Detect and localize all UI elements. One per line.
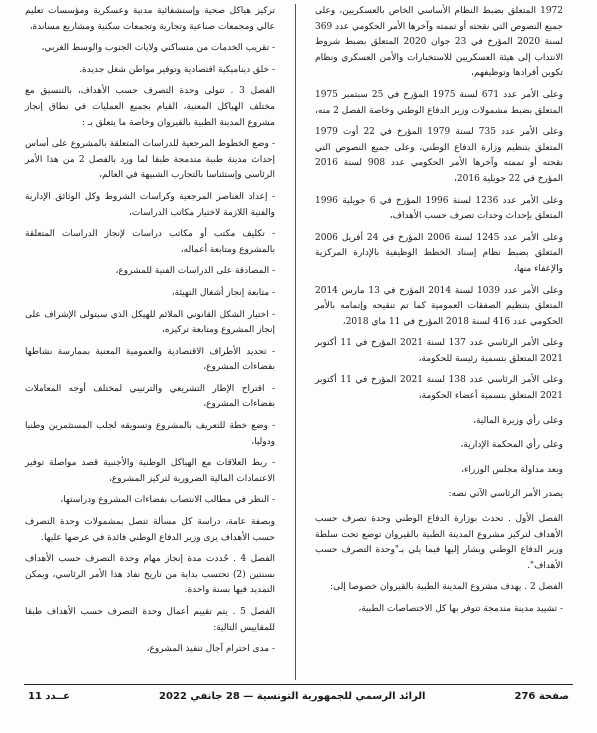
list-item: - تحديد الأطراف الاقتصادية والعمومية المعنية بممارسة نشاطها بفضاءات المشروع، xyxy=(25,346,275,373)
list-item: - النظر في مطالب الانتصاب بفضاءات المشروع ودراستها، xyxy=(60,495,275,506)
left-column xyxy=(25,4,275,664)
page-number: صفحة 276 xyxy=(514,690,569,702)
paragraph: وعلى الأمر عدد 1236 لسنة 1996 المؤرخ في 6 جويلية 1996 المتعلق بإحداث وحدات تصرف حسب الأهداف، xyxy=(315,195,563,222)
footer-divider xyxy=(24,684,573,685)
paragraph: وعلى الأمر عدد 1039 لسنة 2014 المؤرخ في 13 مارس 2014 المتعلق بتنظيم الصفقات العمومية كما تم تنقيحه وإتمامه بالأمر الحكومي عدد 416 لسنة 2018 المؤرخ في 11 ماي 2018، xyxy=(315,285,563,327)
list-item: - تقريب الخدمات من متساكني ولايات الجنوب والوسط الغربي، xyxy=(41,43,275,54)
list-item: - وضع الخطوط المرجعية للدراسات المتعلقة بالمشروع على أساس إحداث مدينة طبية مندمجة طبقا لما ورد بالفصل 2 من هذا الأمر الرئاسي وإستئناسا بالتجارب الشبيهة في العالم، xyxy=(25,139,275,181)
list-item: - مدى احترام آجال تنفيذ المشروع، xyxy=(146,644,275,655)
paragraph: وعلى الأمر عدد 671 لسنة 1975 المؤرخ في 25 سبتمبر 1975 المتعلق بضبط مشمولات وزير الدفاع الوطني وخاصة الفصل 2 منه، xyxy=(315,89,563,116)
paragraph: وبعد مداولة مجلس الوزراء، xyxy=(461,464,563,475)
list-item: - تشييد مدينة مندمجة تتوفر بها كل الاختصاصات الطبية، xyxy=(358,604,563,614)
article-5: الفصل 5 . يتم تقييم أعمال وحدة التصرف حسب الأهداف طبقا للمقاييس التالية: xyxy=(25,607,275,633)
column-divider xyxy=(295,4,296,680)
article-4: الفصل 4 . حُددت مدة إنجاز مهام وحدة التصرف حسب الأهداف بسنتين (2) تحتسب بداية من تاريخ نفاذ هذا الأمر الرئاسي، ويمكن التمديد فيها بسنة واحدة. xyxy=(25,554,275,596)
list-item: - وضع خطة للتعريف بالمشروع وتسويقه لجلب المستثمرين وطنيا ودوليا، xyxy=(25,421,275,447)
list-item: - ربط العلاقات مع الهياكل الوطنية والأجنبية قصد مواصلة توفير الاعتمادات المالية الضرورية لتركيز المشروع، xyxy=(25,458,275,484)
paragraph: يصدر الأمر الرئاسي الآتي نصه: xyxy=(448,489,563,500)
page-footer xyxy=(28,688,569,704)
list-item: - متابعة إنجاز أشغال التهيئة، xyxy=(171,287,275,298)
article-3: الفصل 3 . تتولى وحدة التصرف حسب الأهداف، بالتنسيق مع مختلف الهياكل المعنية، القيام بجميع العمليات في نطاق إنجاز مشروع المدينة الطبية بالقيروان وخاصة ما يتعلق بـ : xyxy=(25,86,275,128)
paragraph: وعلى رأي وزيرة المالية، xyxy=(473,415,563,426)
paragraph: وعلى الأمر الرئاسي عدد 138 لسنة 2021 المؤرخ في 11 أكتوبر 2021 المتعلق بتسمية أعضاء الحكومة، xyxy=(315,375,563,402)
list-item: - إعداد العناصر المرجعية وكراسات الشروط وكل الوثائق الإدارية والفنية اللازمة لاختيار مكاتب الدراسات، xyxy=(25,191,275,218)
gazette-title: الرائد الرسمي للجمهورية التونسية — 28 جانفي 2022 xyxy=(159,690,426,702)
paragraph: وعلى الأمر الرئاسي عدد 137 لسنة 2021 المؤرخ في 11 أكتوبر 2021 المتعلق بتسمية رئيسة للحكومة، xyxy=(315,338,563,364)
list-item: - خلق ديناميكية اقتصادية وتوفير مواطن شغل جديدة. xyxy=(79,64,275,75)
paragraph: وبصفة عامة، دراسة كل مسألة تتصل بمشمولات وحدة التصرف حسب الأهداف يرى وزير الدفاع الوطني فائدة في عرضها عليها. xyxy=(25,517,275,543)
right-column xyxy=(315,4,563,624)
list-item: - اقتراح الإطار التشريعي والترتيبي لمختلف أوجه المعاملات بفضاءات المشروع، xyxy=(25,383,275,410)
paragraph: 1972 المتعلق بضبط النظام الأساسي الخاص بالعسكريين، وعلى جميع النصوص التي نقحته أو تممته وآخرها الأمر الحكومي عدد 369 لسنة 2020 المؤرخ في 23 جوان 2020 المتعلق بضبط شروط الانتداب إلى هيئة العسكريين للاستخبارات والأمن العسكري ونظام تكوين أفرادها وتوظيفهم، xyxy=(315,6,563,79)
paragraph: وعلى رأي المحكمة الإدارية، xyxy=(460,440,563,451)
article-1: الفصل الأول . تحدث بوزارة الدفاع الوطني وحدة تصرف حسب الأهداف لتركيز مشروع المدينة الطبية بالقيروان توضع تحت سلطة وزير الدفاع الوطني ويشار إليها فيما يلي بـ"وحدة التصرف حسب الأهداف". xyxy=(315,514,563,571)
list-item: - تكليف مكتب أو مكاتب دراسات لإنجاز الدراسات المتعلقة بالمشروع ومتابعة أعماله، xyxy=(25,229,275,255)
paragraph: وعلى الأمر عدد 735 لسنة 1979 المؤرخ في 22 أوت 1979 المتعلق بتنظيم وزارة الدفاع الوطني، وعلى جميع النصوص التي نقحته أو تممته وآخرها الأمر الحكومي عدد 908 لسنة 2016 المؤرخ في 22 جويلية 2016، xyxy=(315,127,563,184)
paragraph: تركيز هياكل صحية وإستشفائية مدنية وعسكرية ومؤسسات تعليم عالي ومجمعات صناعية وتجارية وتجمعات سكنية ومشاريع مساندة، xyxy=(25,6,275,32)
article-2: الفصل 2 . يهدف مشروع المدينة الطبية بالقيروان خصوصا إلى: xyxy=(330,582,563,593)
list-item: - المصادقة على الدراسات الفنية للمشروع، xyxy=(115,266,275,277)
issue-number: عــدد 11 xyxy=(28,690,70,702)
paragraph: وعلى الأمر عدد 1245 لسنة 2006 المؤرخ في 24 أفريل 2006 المتعلق بضبط نظام إسناد الخطط الوظيفية بالإدارة المركزية والإعفاء منها، xyxy=(315,232,563,274)
list-item: - اختيار الشكل القانوني الملائم للهيكل الذي سيتولى الإشراف على إنجاز المشروع ومتابعة تركيزه، xyxy=(25,309,275,336)
